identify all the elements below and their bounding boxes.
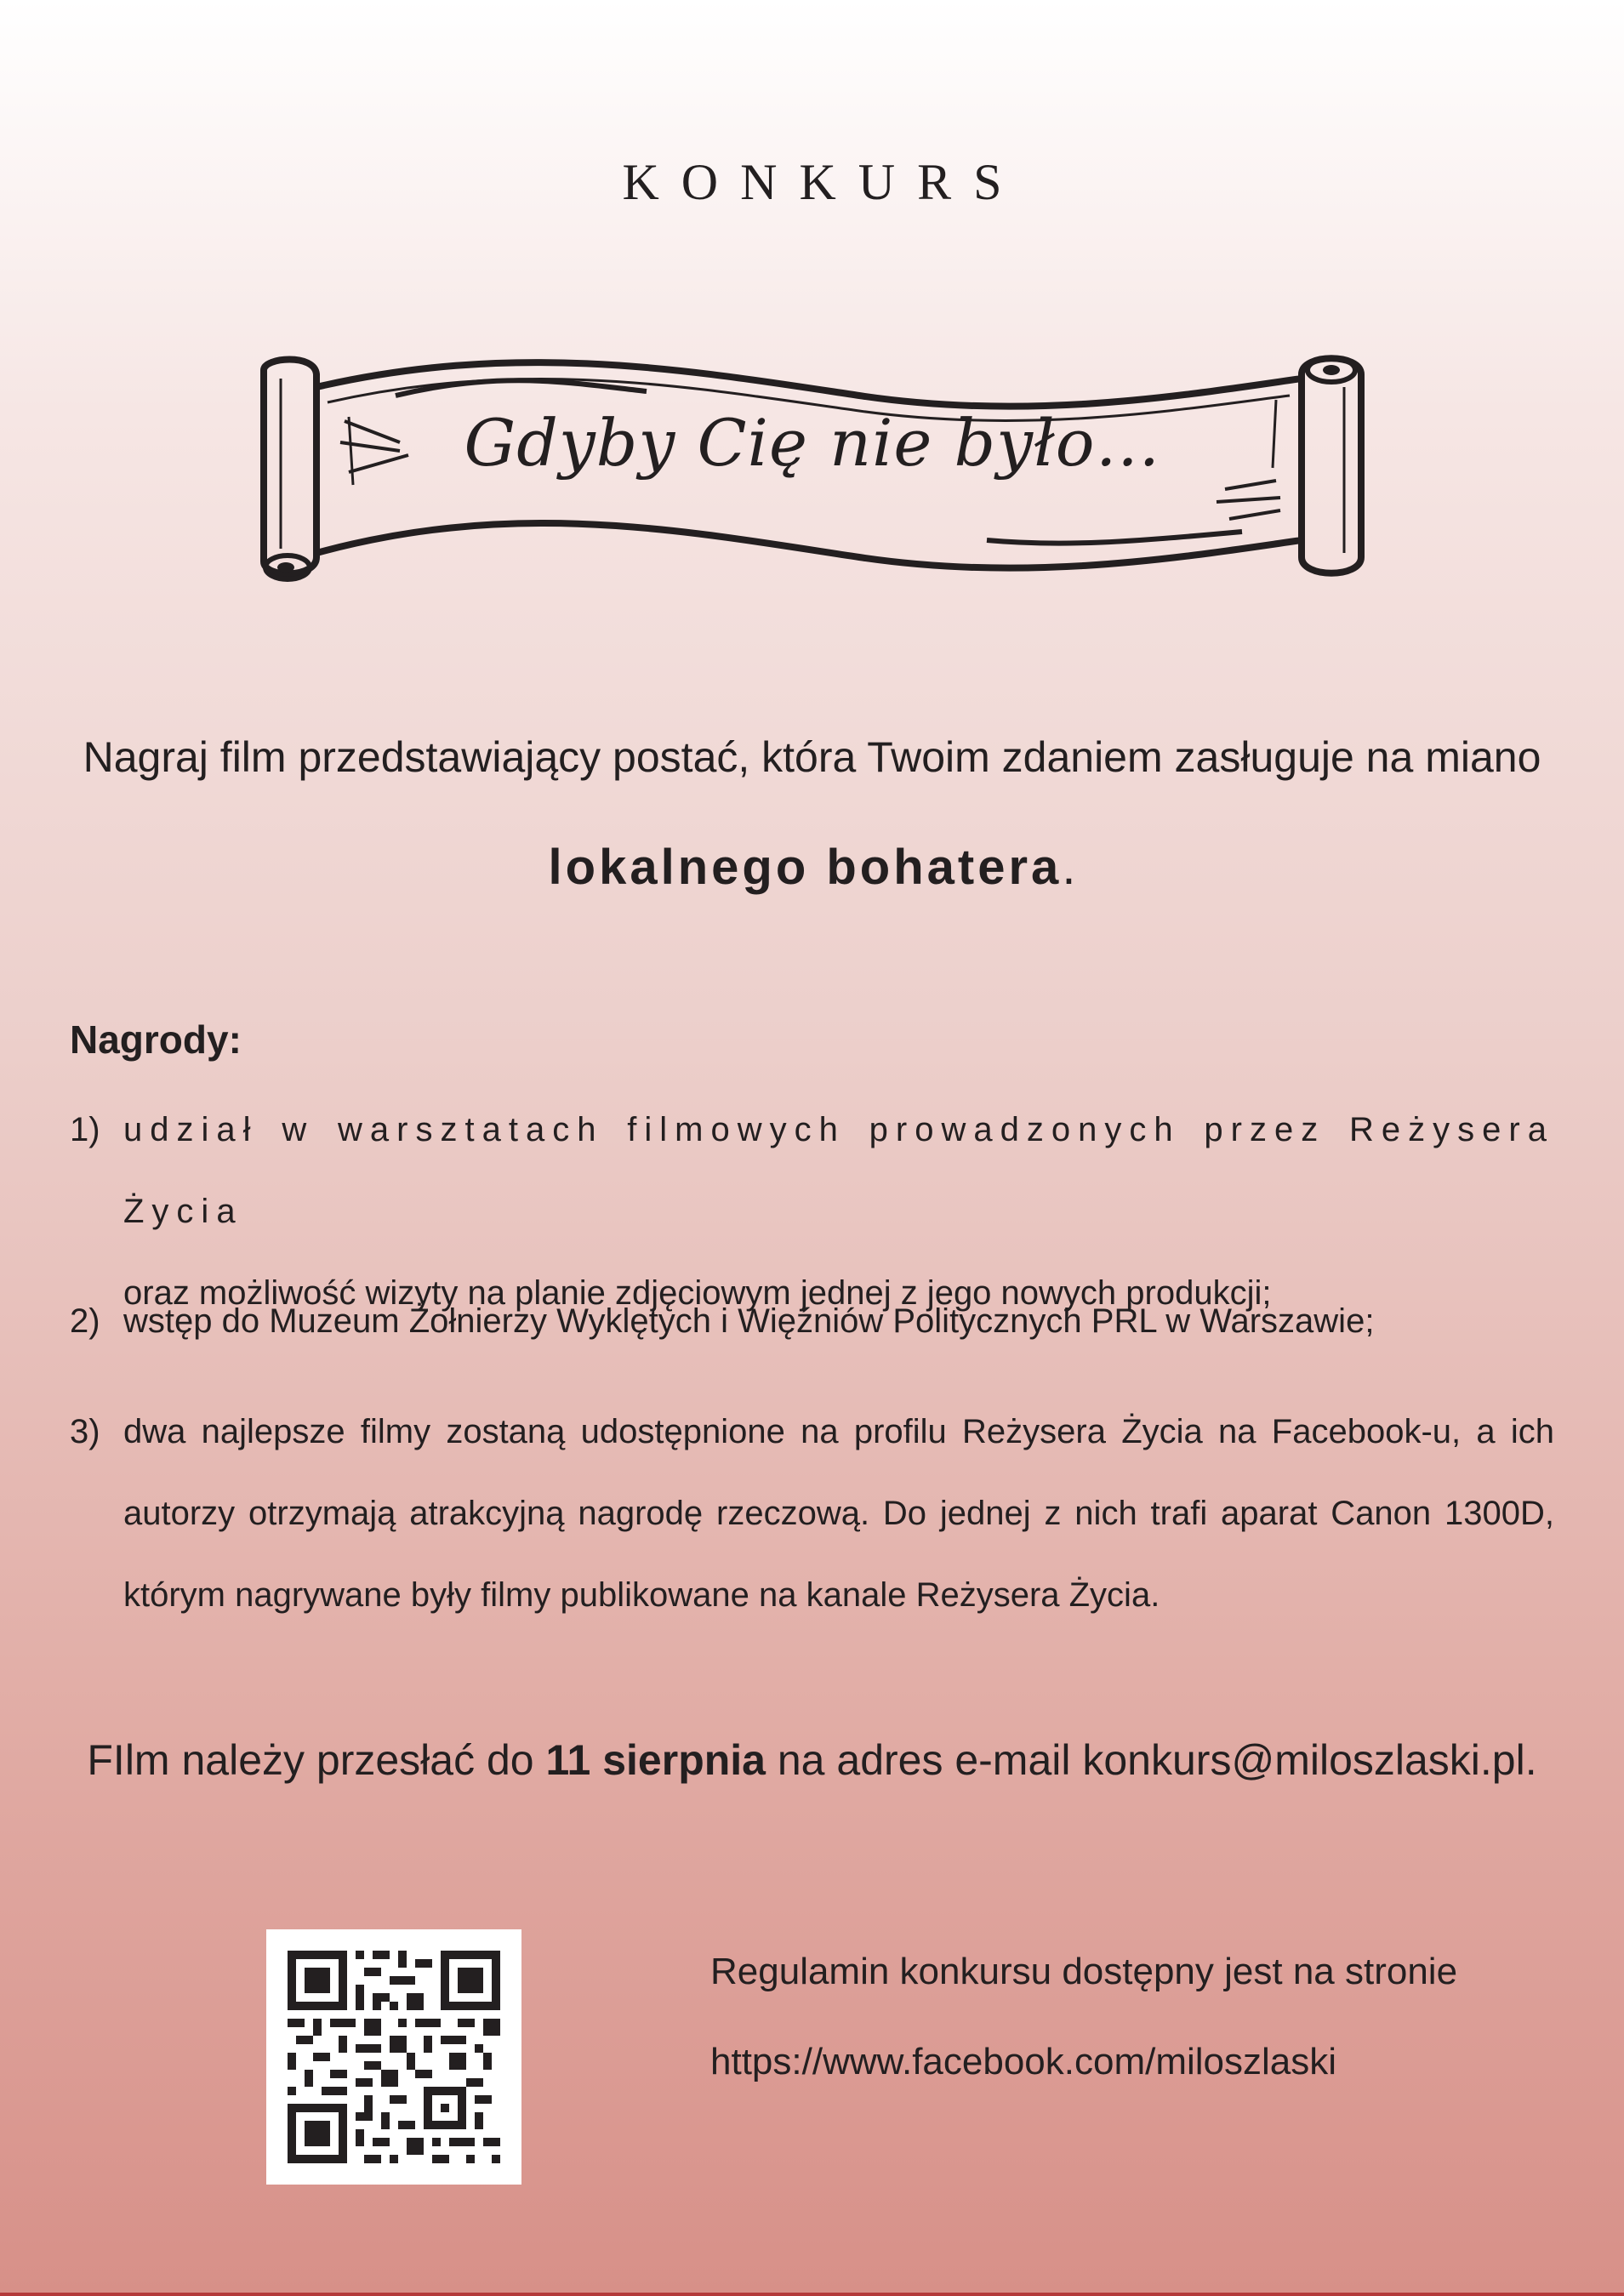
- deadline-date: 11 sierpnia: [545, 1736, 766, 1784]
- prize-text: wstęp do Muzeum Żołnierzy Wyklętych i Więźniów Politycznych PRL w Warszawie;: [123, 1302, 1375, 1340]
- deadline-after: na adres e-mail konkurs@miloszlaski.pl.: [765, 1736, 1537, 1784]
- intro-highlight: [0, 838, 1624, 897]
- prizes-heading: Nagrody:: [70, 1017, 242, 1062]
- intro-bold-phrase: lokalnego bohatera: [548, 840, 1063, 895]
- intro-period: .: [1062, 840, 1076, 895]
- deadline-before: FIlm należy przesłać do: [87, 1736, 546, 1784]
- page-title: KONKURS: [622, 154, 1024, 210]
- qr-code-icon: [288, 1951, 500, 2163]
- prize-item-2: [70, 1280, 1554, 1362]
- rules-text: Regulamin konkursu dostępny jest na stronie: [710, 1951, 1458, 1992]
- banner-text: Gdyby Cię nie było…: [464, 404, 1161, 481]
- intro-text: Nagraj film przedstawiający postać, która Twoim zdaniem zasługuje na miano: [83, 733, 1541, 781]
- prize-number: 2): [70, 1302, 100, 1340]
- prize-text-line: udział w warsztatach filmowych prowadzonych przez Reżysera Życia: [123, 1111, 1554, 1230]
- prize-number: 3): [70, 1413, 100, 1450]
- prize-text-line: oraz możliwość wizyty na planie zdjęciowym jednej z jego nowych produkcji;: [123, 1274, 1272, 1312]
- prize-item-3: [70, 1391, 1554, 1636]
- deadline-text: [0, 1735, 1624, 1785]
- scroll-banner: [247, 345, 1378, 600]
- rules-link[interactable]: https://www.facebook.com/miloszlaski: [710, 2041, 1337, 2082]
- prize-number: 1): [70, 1111, 100, 1148]
- rules-info: [710, 1927, 1457, 2107]
- qr-code: [266, 1929, 521, 2185]
- bottom-border: [0, 2293, 1624, 2296]
- prize-text: dwa najlepsze filmy zostaną udostępnione na profilu Reżysera Życia na Facebook-u, a ich autorzy otrzymają atrakcyjną nagrodę rzeczową. Do jednej z nich trafi aparat Canon 1300D, którym nagrywane były filmy publikowane na kanale Reżysera Życia.: [123, 1413, 1554, 1614]
